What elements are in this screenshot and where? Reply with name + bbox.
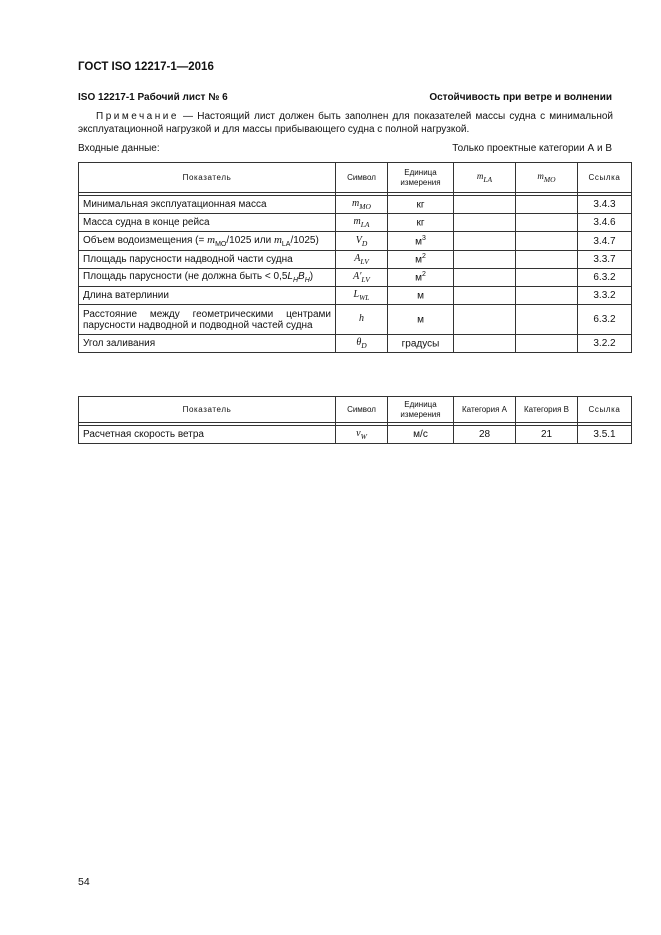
table-header-row	[79, 163, 632, 193]
row-value-mmo[interactable]	[516, 232, 578, 251]
row-ref: 3.3.7	[578, 251, 632, 269]
note-label: Примечание	[96, 111, 179, 122]
row-param: Расчетная скорость ветра	[79, 426, 336, 444]
row-value-mla[interactable]	[454, 232, 516, 251]
header-symbol: Символ	[336, 397, 388, 423]
row-symbol: $L_{WL}$	[336, 287, 388, 305]
table-row	[79, 196, 632, 214]
row-unit: $м^2$	[388, 269, 454, 287]
table-row	[79, 269, 632, 287]
worksheet-subject: Остойчивость при ветре и волнении	[429, 92, 612, 103]
input-data-label: Входные данные:	[78, 143, 160, 154]
row-value-mmo[interactable]	[516, 196, 578, 214]
row-value-mla[interactable]	[454, 214, 516, 232]
row-unit: градусы	[388, 335, 454, 353]
header-ref: Ссылка	[578, 163, 632, 193]
row-value-mla[interactable]	[454, 305, 516, 335]
row-param: Угол заливания	[79, 335, 336, 353]
header-symbol: Символ	[336, 163, 388, 193]
row-symbol: $V_D$	[336, 232, 388, 251]
header-mla: $m_{LA}$	[454, 163, 516, 193]
header-mmo: $m_{MO}$	[516, 163, 578, 193]
table-row	[79, 251, 632, 269]
row-symbol: h	[336, 305, 388, 335]
header-param: Показатель	[79, 163, 336, 193]
note-paragraph	[78, 110, 613, 136]
header-ref: Ссылка	[578, 397, 632, 423]
row-unit: кг	[388, 196, 454, 214]
note-text: — Настоящий лист должен быть заполнен для показателей массы судна с минимальной эксплуатационной нагрузкой и для массы прибывающего судна с полной нагрузкой.	[78, 111, 613, 135]
row-unit: кг	[388, 214, 454, 232]
row-category-b: 21	[516, 426, 578, 444]
row-symbol: $m_{MO}$	[336, 196, 388, 214]
row-ref: 3.4.3	[578, 196, 632, 214]
row-unit: м	[388, 305, 454, 335]
row-param: Объем водоизмещения (= $m_{MO}/1025$ или $m_{LA}/1025$)	[79, 232, 336, 251]
row-param: Площадь парусности (не должна быть < $0,5L_HB_H$)	[79, 269, 336, 287]
header-unit: Единица измерения	[388, 163, 454, 193]
row-unit: $м^3$	[388, 232, 454, 251]
table-row	[79, 287, 632, 305]
row-value-mmo[interactable]	[516, 214, 578, 232]
header-param: Показатель	[79, 397, 336, 423]
row-ref: 3.2.2	[578, 335, 632, 353]
worksheet-title: ISO 12217-1 Рабочий лист № 6	[78, 92, 228, 103]
header-category-a: Категория А	[454, 397, 516, 423]
row-value-mla[interactable]	[454, 196, 516, 214]
row-param: Минимальная эксплуатационная масса	[79, 196, 336, 214]
row-unit: м	[388, 287, 454, 305]
row-ref: 6.3.2	[578, 269, 632, 287]
row-ref: 3.3.2	[578, 287, 632, 305]
table-row	[79, 214, 632, 232]
row-value-mmo[interactable]	[516, 251, 578, 269]
header-category-b: Категория В	[516, 397, 578, 423]
row-unit: $м^2$	[388, 251, 454, 269]
row-value-mmo[interactable]	[516, 305, 578, 335]
input-data-table	[78, 162, 632, 353]
row-ref: 3.4.6	[578, 214, 632, 232]
table-row	[79, 305, 632, 335]
row-value-mla[interactable]	[454, 251, 516, 269]
wind-speed-table	[78, 396, 632, 444]
row-ref: 6.3.2	[578, 305, 632, 335]
row-value-mmo[interactable]	[516, 335, 578, 353]
design-categories-label: Только проектные категории А и В	[452, 143, 612, 154]
row-ref: 3.4.7	[578, 232, 632, 251]
row-ref: 3.5.1	[578, 426, 632, 444]
row-symbol: $m_{LA}$	[336, 214, 388, 232]
row-category-a: 28	[454, 426, 516, 444]
row-param: Длина ватерлинии	[79, 287, 336, 305]
page-number: 54	[78, 876, 90, 888]
row-unit: м/с	[388, 426, 454, 444]
header-unit: Единица измерения	[388, 397, 454, 423]
row-value-mla[interactable]	[454, 287, 516, 305]
row-symbol: $\theta_D$	[336, 335, 388, 353]
document-id: ГОСТ ISO 12217-1—2016	[78, 61, 214, 73]
row-symbol: $A_{LV}$	[336, 251, 388, 269]
row-param: Масса судна в конце рейса	[79, 214, 336, 232]
table-row	[79, 232, 632, 251]
row-value-mmo[interactable]	[516, 269, 578, 287]
row-param: Расстояние между геометрическими центрами парусности надводной и подводной частей судна	[79, 305, 336, 335]
row-symbol: $A'_{LV}$	[336, 269, 388, 287]
row-value-mla[interactable]	[454, 269, 516, 287]
row-param: Площадь парусности надводной части судна	[79, 251, 336, 269]
table-header-row	[79, 397, 632, 423]
row-symbol: $v_W$	[336, 426, 388, 444]
row-value-mmo[interactable]	[516, 287, 578, 305]
row-value-mla[interactable]	[454, 335, 516, 353]
table-row	[79, 426, 632, 444]
table-row	[79, 335, 632, 353]
